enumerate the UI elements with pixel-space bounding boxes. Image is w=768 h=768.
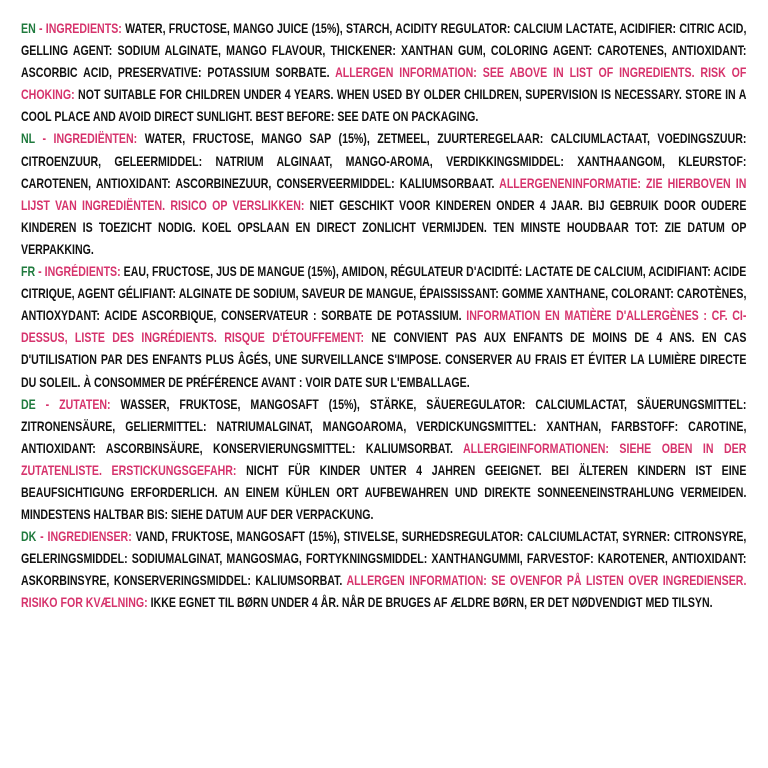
ingredients-text: WATER, FRUCTOSE, MANGO SAP (15%), ZETMEEL, ZUURTEREGELAAR: CALCIUMLACTAAT, VOEDINGSZUUR: CITROENZUUR, GELEERMIDDEL: NATRIUM ALGINAAT, MANGO-AROMA, VERDIKKINGSMIDDEL: XANTHAANGOM, KLEURSTOF: CAROTENEN, ANTIOXIDANT: ASCORBINEZUUR, CONSERVEERMIDDEL: KALIUMSORBAAT. [21,131,747,191]
separator: - [34,131,54,147]
section-dk [21,526,746,614]
ingredients-text: EAU, FRUCTOSE, JUS DE MANGUE (15%), AMIDON, RÉGULATEUR D'ACIDITÉ: LACTATE DE CALCIUM, ACIDIFIANT: ACIDE CITRIQUE, AGENT GÉLIFIANT: ALGINATE DE SODIUM, SAVEUR DE MANGUE, ÉPAISSISSANT: GOMME XANTHANE, COLORANT: CAROTÈNES, ANTIOXYDANT: ACIDE ASCORBIQUE, CONSERVATEUR : SORBATE DE POTASSIUM. [21,264,747,324]
ingredients-text: VAND, FRUKTOSE, MANGOSAFT (15%), STIVELSE, SURHEDSREGULATOR: CALCIUMLACTAT, SYRNER: CITRONSYRE, GELERINGSMIDDEL: SODIUMALGINAT, MANGOSMAG, FORTYKNINGSMIDDEL: XANTHANGUMMI, FARVESTOF: KAROTENER, ANTIOXIDANT: ASKORBINSYRE, KONSERVERINGSMIDDEL: KALIUMSORBAT. [21,529,747,589]
separator: - [35,264,45,280]
warning-text: NOT SUITABLE FOR CHILDREN UNDER 4 YEARS. WHEN USED BY OLDER CHILDREN, SUPERVISION IS NECESSARY. STORE IN A COOL PLACE AND AVOID DIRECT SUNLIGHT. BEST BEFORE: SEE DATE ON PACKAGING. [21,87,747,125]
section-en [21,18,746,128]
section-fr [21,261,746,394]
warning-text: IKKE EGNET TIL BØRN UNDER 4 ÅR. NÅR DE BRUGES AF ÆLDRE BØRN, ER DET NØDVENDIGT MED TILSYN. [147,595,713,611]
ingredients-heading: INGREDIENSER: [47,529,132,545]
section-de [21,394,746,527]
language-code: DE [21,396,36,412]
allergen-heading: ALLERGEN INFORMATION: SE OVENFOR PÅ LISTEN OVER INGREDIENSER. RISIKO FOR KVÆLNING: [21,573,747,611]
warning-text: NIET GESCHIKT VOOR KINDEREN ONDER 4 JAAR. BIJ GEBRUIK DOOR OUDERE KINDEREN IS TOEZICHT NODIG. KOEL OPSLAAN EN DIRECT ZONLICHT VERMIJDEN. TEN MINSTE HOUDBAAR TOT: ZIE DATUM OP VERPAKKING. [21,197,747,257]
language-code: NL [21,131,35,147]
language-code: EN [21,21,36,36]
language-code: FR [21,264,36,280]
separator: - [35,21,46,36]
allergen-heading: ALLERGENENINFORMATIE: ZIE HIERBOVEN IN LIJST VAN INGREDIËNTEN. RISICO OP VERSLIKKEN: [21,175,747,213]
allergen-heading: INFORMATION EN MATIÈRE D'ALLERGÈNES : CF. CI-DESSUS, LISTE DES INGRÉDIENTS. RISQUE D'ÉTOUFFEMENT: [21,308,747,346]
language-code: DK [21,529,37,545]
allergen-heading: ALLERGIEINFORMATIONEN: SIEHE OBEN IN DER ZUTATENLISTE. ERSTICKUNGSGEFAHR: [21,440,747,478]
allergen-heading: ALLERGEN INFORMATION: SEE ABOVE IN LIST OF INGREDIENTS. RISK OF CHOKING: [21,65,747,103]
section-nl [21,128,746,261]
separator: - [35,396,60,412]
ingredients-heading: INGREDIËNTEN: [53,131,138,147]
ingredients-text: WATER, FRUCTOSE, MANGO JUICE (15%), STARCH, ACIDITY REGULATOR: CALCIUM LACTATE, ACIDIFIER: CITRIC ACID, GELLING AGENT: SODIUM ALGINATE, MANGO FLAVOUR, THICKENER: XANTHAN GUM, COLORING AGENT: CAROTENES, ANTIOXIDANT: ASCORBIC ACID, PRESERVATIVE: POTASSIUM SORBATE. [21,21,747,81]
ingredients-text: WASSER, FRUKTOSE, MANGOSAFT (15%), STÄRKE, SÄUEREGULATOR: CALCIUMLACTAT, SÄUERUNGSMITTEL: ZITRONENSÄURE, GELIERMITTEL: NATRIUMALGINAT, MANGOAROMA, VERDICKUNGSMITTEL: XANTHAN, FARBSTOFF: CAROTINE, ANTIOXIDANT: ASCORBINSÄURE, KONSERVIERUNGSMITTEL: KALIUMSORBAT. [21,396,747,456]
separator: - [36,529,48,545]
ingredients-heading: INGREDIENTS: [45,21,122,36]
ingredients-heading: ZUTATEN: [59,396,111,412]
ingredients-heading: INGRÉDIENTS: [44,264,121,280]
warning-text: NE CONVIENT PAS AUX ENFANTS DE MOINS DE 4 ANS. EN CAS D'UTILISATION PAR DES ENFANTS PLUS ÂGÉS, UNE SURVEILLANCE S'IMPOSE. CONSERVER AU FRAIS ET ÉVITER LA LUMIÈRE DIRECTE DU SOLEIL. À CONSOMMER DE PRÉFÉRENCE AVANT : VOIR DATE SUR L'EMBALLAGE. [21,330,747,390]
warning-text: NICHT FÜR KINDER UNTER 4 JAHREN GEEIGNET. BEI ÄLTEREN KINDERN IST EINE BEAUFSICHTIGUNG ERFORDERLICH. AN EINEM KÜHLEN ORT AUFBEWAHREN UND DIREKTE SONNEENEINSTRAHLUNG VERMEIDEN. MINDESTENS HALTBAR BIS: SIEHE DATUM AUF DER VERPACKUNG. [21,462,747,523]
